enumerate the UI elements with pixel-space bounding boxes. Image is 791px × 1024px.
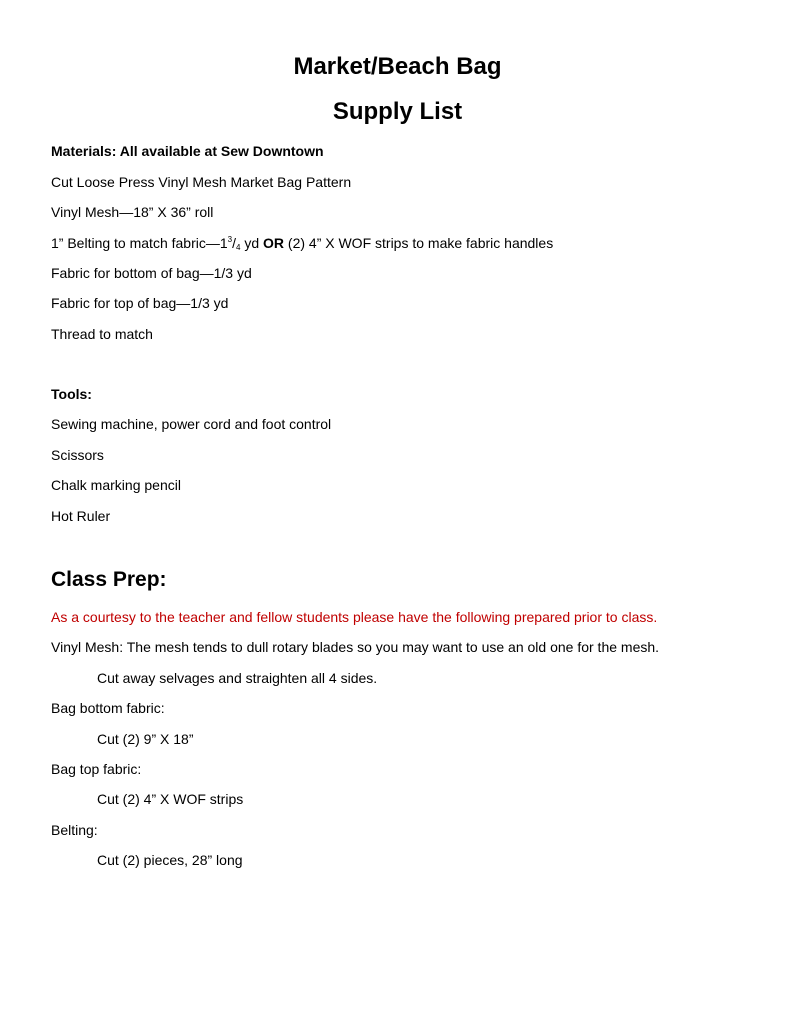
materials-item-thread: Thread to match — [51, 326, 153, 342]
materials-item-belting — [51, 234, 553, 252]
materials-item-top-fabric: Fabric for top of bag—1/3 yd — [51, 295, 229, 311]
belting-step: Cut (2) pieces, 28” long — [97, 852, 243, 868]
document-title: Market/Beach Bag — [293, 53, 502, 80]
tools-item-chalk-pencil: Chalk marking pencil — [51, 477, 181, 493]
materials-heading: Materials: All available at Sew Downtown — [51, 143, 324, 159]
tools-heading: Tools: — [51, 386, 92, 402]
materials-item-bottom-fabric: Fabric for bottom of bag—1/3 yd — [51, 265, 252, 281]
tools-item-sewing-machine: Sewing machine, power cord and foot control — [51, 416, 332, 432]
class-prep-note: As a courtesy to the teacher and fellow students please have the following prepared prior to class. — [51, 609, 658, 625]
materials-item-pattern: Cut Loose Press Vinyl Mesh Market Bag Pattern — [51, 174, 352, 190]
belting-fraction-numerator: 3 — [227, 235, 233, 244]
belting-label: Belting: — [51, 822, 98, 838]
class-prep-heading: Class Prep: — [51, 568, 167, 591]
bag-top-label: Bag top fabric: — [51, 761, 142, 777]
vinyl-mesh-instruction: Vinyl Mesh: The mesh tends to dull rotary blades so you may want to use an old one for the mesh. — [51, 639, 660, 655]
belting-fraction-denominator: 4 — [235, 243, 241, 252]
bag-bottom-label: Bag bottom fabric: — [51, 700, 165, 716]
document-subtitle: Supply List — [332, 98, 463, 125]
belting-fraction-slash: / — [232, 235, 236, 251]
materials-item-vinyl-mesh: Vinyl Mesh—18” X 36” roll — [51, 204, 214, 220]
tools-item-hot-ruler: Hot Ruler — [51, 508, 111, 524]
tools-item-scissors: Scissors — [51, 447, 104, 463]
belting-unit: yd — [240, 235, 264, 251]
belting-prefix: 1” Belting to match fabric—1 — [51, 235, 228, 251]
bag-top-step: Cut (2) 4” X WOF strips — [97, 791, 244, 807]
bag-bottom-step: Cut (2) 9” X 18” — [97, 731, 194, 747]
vinyl-mesh-step: Cut away selvages and straighten all 4 sides. — [97, 670, 378, 686]
belting-suffix: (2) 4” X WOF strips to make fabric handles — [284, 235, 554, 251]
belting-or-word: OR — [263, 235, 285, 251]
